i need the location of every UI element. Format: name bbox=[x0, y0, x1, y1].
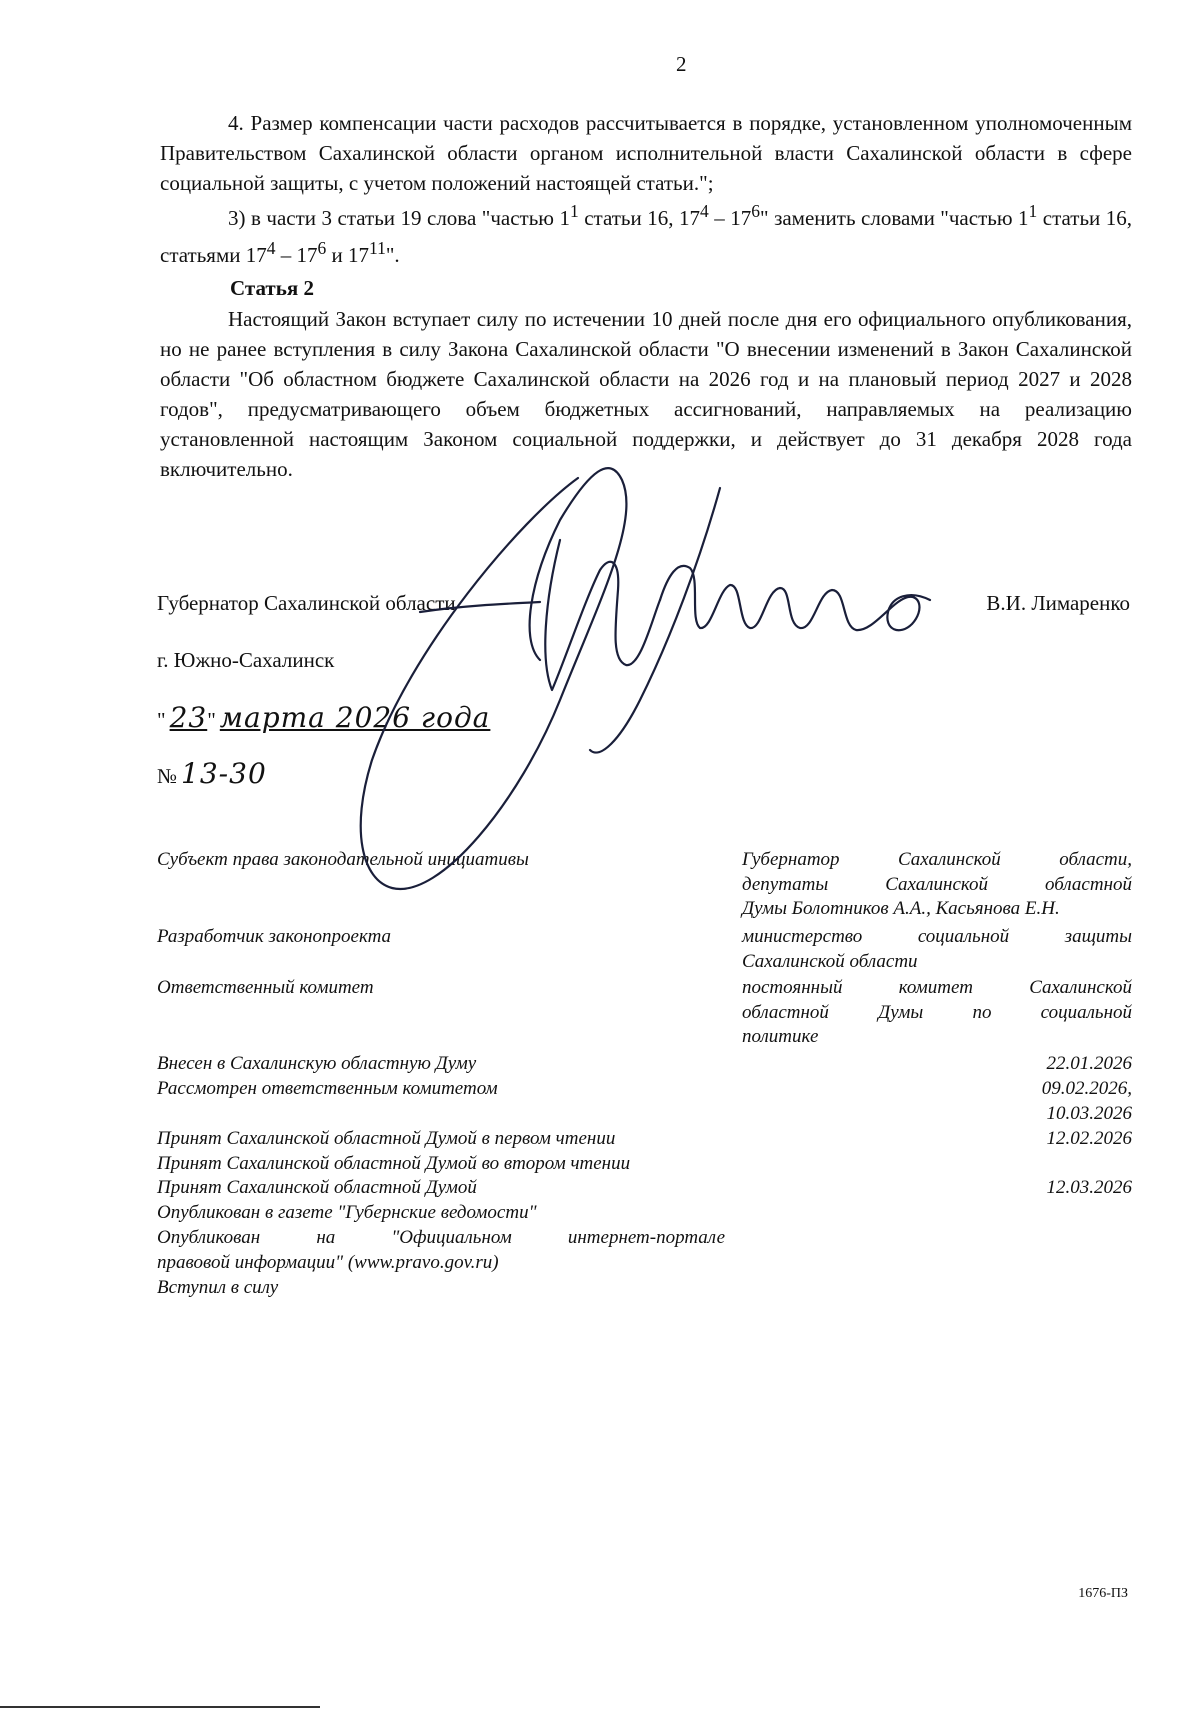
p3-superscript: 11 bbox=[368, 238, 386, 258]
committee-label: Ответственный комитет bbox=[157, 977, 374, 998]
p3-text: статьи 16, статьями 17 bbox=[160, 206, 1133, 267]
developer-value-line: Сахалинской области bbox=[742, 950, 918, 972]
timeline-label: Принят Сахалинской областной Думой во втором чтении bbox=[157, 1153, 631, 1174]
subject-value bbox=[742, 848, 1132, 922]
committee-value-line: областной Думы по социальной bbox=[742, 1001, 1132, 1023]
timeline-date: 22.01.2026 bbox=[1046, 1053, 1132, 1074]
p3-superscript: 4 bbox=[266, 238, 276, 258]
page-number: 2 bbox=[676, 52, 687, 76]
developer-value-line: министерство социальной защиты bbox=[742, 926, 1132, 947]
timeline-label: Опубликован на "Официальном интернет-портале bbox=[157, 1227, 725, 1248]
law-number bbox=[157, 757, 267, 790]
article-2-title: Статья 2 bbox=[230, 276, 314, 300]
timeline-date: 12.03.2026 bbox=[1046, 1177, 1132, 1198]
date-quote: " bbox=[157, 708, 166, 732]
committee-value bbox=[742, 976, 1132, 1050]
subject-value-line: Губернатор Сахалинской области, bbox=[742, 849, 1132, 870]
timeline-date: 12.02.2026 bbox=[1046, 1128, 1132, 1149]
timeline-label: Рассмотрен ответственным комитетом bbox=[157, 1078, 498, 1099]
city: г. Южно-Сахалинск bbox=[157, 648, 335, 672]
signing-date bbox=[157, 701, 490, 734]
paragraph-3 bbox=[160, 196, 1132, 270]
committee-value-line: политике bbox=[742, 1026, 819, 1047]
timeline-label: Опубликован в газете "Губернские ведомости" bbox=[157, 1202, 537, 1223]
developer-label: Разработчик законопроекта bbox=[157, 926, 392, 947]
p3-text: 3) в части 3 статьи 19 слова "частью 1 bbox=[228, 206, 570, 230]
subject-label: Субъект права законодательной инициативы bbox=[157, 849, 529, 870]
p3-text: ". bbox=[385, 243, 400, 267]
p3-superscript: 1 bbox=[1028, 201, 1038, 221]
p3-superscript: 6 bbox=[317, 238, 327, 258]
timeline-label: Принят Сахалинской областной Думой bbox=[157, 1177, 477, 1198]
number-label: № bbox=[157, 764, 178, 788]
date-quote: " bbox=[207, 708, 216, 732]
governor-name: В.И. Лимаренко bbox=[986, 591, 1130, 615]
timeline-date: 09.02.2026, bbox=[1041, 1078, 1132, 1099]
date-day: 23 bbox=[169, 701, 208, 734]
governor-title: Губернатор Сахалинской области bbox=[157, 591, 456, 615]
p3-text: " заменить словами "частью 1 bbox=[760, 206, 1029, 230]
timeline-label: Внесен в Сахалинскую областную Думу bbox=[157, 1053, 477, 1074]
subject-value-line: депутаты Сахалинской областной bbox=[742, 873, 1132, 895]
p3-text: и 17 bbox=[326, 243, 369, 267]
p3-superscript: 1 bbox=[569, 201, 579, 221]
committee-value-line: постоянный комитет Сахалинской bbox=[742, 977, 1132, 998]
p3-superscript: 6 bbox=[751, 201, 760, 221]
article-2-text: Настоящий Закон вступает силу по истечении 10 дней после дня его официального опубликования, но не ранее вступления в силу Закона Сахалинской области "О внесении изменений в Закон Сахалинской области "Об областном бюджете Сахалинской области на 2026 год и на плановый период 2027 и 2028 годов", предусматривающего объем бюджетных ассигнований, направляемых на реализацию установленной настоящим Законом социальной поддержки, и действует до 31 декабря 2028 года включительно. bbox=[160, 307, 1132, 481]
subject-value-line: Думы Болотников А.А., Касьянова Е.Н. bbox=[742, 898, 1060, 919]
p3-text: – 17 bbox=[275, 243, 318, 267]
p3-text: – 17 bbox=[708, 206, 752, 230]
document-code: 1676-ПЗ bbox=[1078, 1586, 1128, 1601]
timeline-date: 10.03.2026 bbox=[1046, 1103, 1132, 1124]
p3-superscript: 4 bbox=[700, 201, 709, 221]
paragraph-4: 4. Размер компенсации части расходов рассчитывается в порядке, установленном уполномоченным Правительством Сахалинской области органом исполнительной власти Сахалинской области в сфере социальной защиты, с учетом положений настоящей статьи."; bbox=[160, 111, 1132, 195]
scan-edge-line bbox=[0, 1706, 320, 1708]
timeline-label: Принят Сахалинской областной Думой в первом чтении bbox=[157, 1128, 616, 1149]
number-value: 13-30 bbox=[181, 757, 267, 790]
p3-text: статьи 16, 17 bbox=[578, 206, 700, 230]
developer-value bbox=[742, 925, 1132, 974]
timeline-label: правовой информации" (www.pravo.gov.ru) bbox=[157, 1252, 499, 1273]
date-month-year: марта 2026 года bbox=[219, 701, 491, 734]
timeline-label: Вступил в силу bbox=[157, 1277, 279, 1298]
